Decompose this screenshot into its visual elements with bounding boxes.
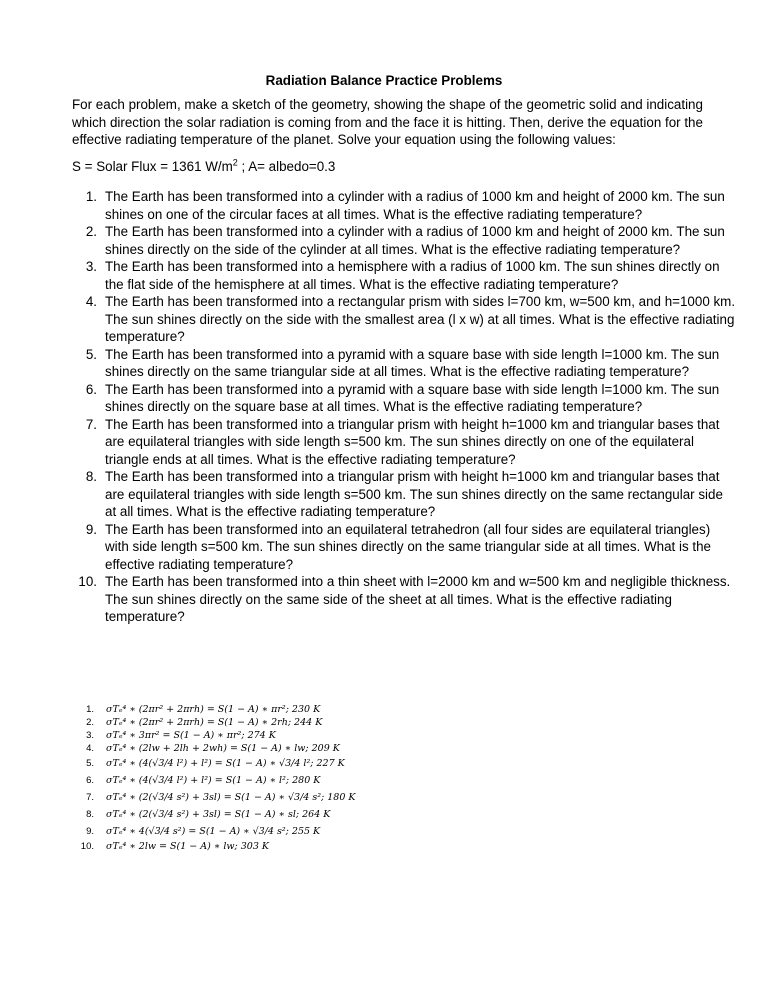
answer-equation: σTₑ⁴ ∗ 3πr² = S(1 − A) ∗ πr²; 274 K xyxy=(106,730,276,741)
answer-number: 1. xyxy=(86,704,94,715)
answer-equation: σTₑ⁴ ∗ 2lw = S(1 − A) ∗ lw; 303 K xyxy=(106,841,269,852)
answer-number: 8. xyxy=(86,809,94,820)
answer-item xyxy=(80,716,356,729)
answer-equation: σTₑ⁴ ∗ (2(√3/4 s²) + 3sl) = S(1 − A) ∗ sl; 264 K xyxy=(106,809,331,820)
answer-number: 6. xyxy=(86,775,94,786)
given-prefix: S = Solar Flux = 1361 W/m xyxy=(72,159,233,174)
given-suffix: ; A= albedo=0.3 xyxy=(237,159,336,174)
problem-number: 6. xyxy=(85,381,97,397)
given-values xyxy=(72,158,335,176)
problem-item xyxy=(72,346,736,381)
answer-number: 7. xyxy=(86,792,94,803)
problem-item xyxy=(72,521,736,574)
page-title: Radiation Balance Practice Problems xyxy=(265,73,503,88)
problem-text: The Earth has been transformed into a cylinder with a radius of 1000 km and height of 2000 km. The sun shines on one of the circular faces at all times. What is the effective radiating temperature? xyxy=(105,189,725,222)
problem-number: 5. xyxy=(85,346,97,362)
problem-text: The Earth has been transformed into a pyramid with a square base with side length l=1000 km. The sun shines directly on the same triangular side at all times. What is the effective radiating temperature? xyxy=(105,346,720,379)
answer-item xyxy=(80,703,356,716)
answer-equation: σTₑ⁴ ∗ (2(√3/4 s²) + 3sl) = S(1 − A) ∗ √3/4 s²; 180 K xyxy=(106,792,356,803)
instructions-paragraph: For each problem, make a sketch of the geometry, showing the shape of the geometric solid and indicating which direction the solar radiation is coming from and the face it is hitting. Then, derive the equation for the effective radiating temperature of the planet. Solve your equation using the following values: xyxy=(72,97,703,147)
answer-equation: σTₑ⁴ ∗ (2πr² + 2πrh) = S(1 − A) ∗ 2rh; 244 K xyxy=(106,717,323,728)
problem-number: 10. xyxy=(78,574,97,589)
problem-item xyxy=(72,573,736,626)
problem-item xyxy=(72,416,736,469)
problem-number: 1. xyxy=(85,189,97,204)
problem-item xyxy=(72,223,736,258)
given-sup: 2 xyxy=(232,157,238,168)
problem-item xyxy=(72,381,736,416)
answer-number: 5. xyxy=(86,758,94,769)
answer-equation: σTₑ⁴ ∗ 4(√3/4 s²) = S(1 − A) ∗ √3/4 s²; 255 K xyxy=(106,826,321,837)
problem-item xyxy=(72,188,736,223)
answer-item xyxy=(80,742,356,755)
answer-item xyxy=(80,729,356,742)
problem-item xyxy=(72,258,736,293)
answer-item xyxy=(80,772,356,789)
problem-text: The Earth has been transformed into a thin sheet with l=2000 km and w=500 km and negligible thickness. The sun shines directly on the same side of the sheet at all times. What is the effective radiating temperature? xyxy=(105,574,731,624)
answer-equation: σTₑ⁴ ∗ (4(√3/4 l²) + l²) = S(1 − A) ∗ √3/4 l²; 227 K xyxy=(106,758,345,769)
answer-equation: σTₑ⁴ ∗ (2πr² + 2πrh) = S(1 − A) ∗ πr²; 230 K xyxy=(106,704,321,715)
problem-text: The Earth has been transformed into a cylinder with a radius of 1000 km and height of 2000 km. The sun shines directly on the side of the cylinder at all times. What is the effective radiating temperature? xyxy=(105,224,725,257)
problem-text: The Earth has been transformed into a rectangular prism with sides l=700 km, w=500 km, and h=1000 km. The sun shines directly on the side with the smallest area (l x w) at all times. What is the effective radiating temperature? xyxy=(105,294,736,344)
problem-number: 7. xyxy=(85,416,97,432)
problem-text: The Earth has been transformed into a triangular prism with height h=1000 km and triangular bases that are equilateral triangles with side length s=500 km. The sun shines directly on one of the equilateral triangle ends at all times. What is the effective radiating temperature? xyxy=(105,416,720,467)
answer-number: 3. xyxy=(86,730,94,741)
problem-number: 9. xyxy=(85,521,97,537)
answer-equation: σTₑ⁴ ∗ (4(√3/4 l²) + l²) = S(1 − A) ∗ l²; 280 K xyxy=(106,775,321,786)
answer-equation: σTₑ⁴ ∗ (2lw + 2lh + 2wh) = S(1 − A) ∗ lw; 209 K xyxy=(106,743,340,754)
answer-item xyxy=(80,823,356,840)
answer-number: 4. xyxy=(86,743,94,754)
problem-number: 2. xyxy=(85,224,97,239)
answer-number: 10. xyxy=(80,841,94,852)
answer-item xyxy=(80,806,356,823)
problem-number: 3. xyxy=(85,259,97,274)
problem-list xyxy=(72,188,736,626)
problem-number: 8. xyxy=(85,469,97,484)
problem-text: The Earth has been transformed into an equilateral tetrahedron (all four sides are equilateral triangles) with side length s=500 km. The sun shines directly on the same triangular side at all times. What is the effective radiating temperature? xyxy=(105,521,711,572)
answer-item xyxy=(80,789,356,806)
answer-list xyxy=(80,703,356,853)
answer-item xyxy=(80,840,356,853)
problem-text: The Earth has been transformed into a triangular prism with height h=1000 km and triangular bases that are equilateral triangles with side length s=500 km. The sun shines directly on the same rectangular side at all times. What is the effective radiating temperature? xyxy=(105,469,723,519)
answer-item xyxy=(80,755,356,772)
problem-item xyxy=(72,468,736,521)
problem-item xyxy=(72,293,736,346)
answer-number: 9. xyxy=(86,826,94,837)
problem-text: The Earth has been transformed into a pyramid with a square base with side length l=1000 km. The sun shines directly on the square base at all times. What is the effective radiating temperature? xyxy=(105,381,720,414)
problem-text: The Earth has been transformed into a hemisphere with a radius of 1000 km. The sun shines directly on the flat side of the hemisphere at all times. What is the effective radiating temperature? xyxy=(105,259,720,292)
answer-number: 2. xyxy=(86,717,94,728)
problem-number: 4. xyxy=(85,294,97,309)
